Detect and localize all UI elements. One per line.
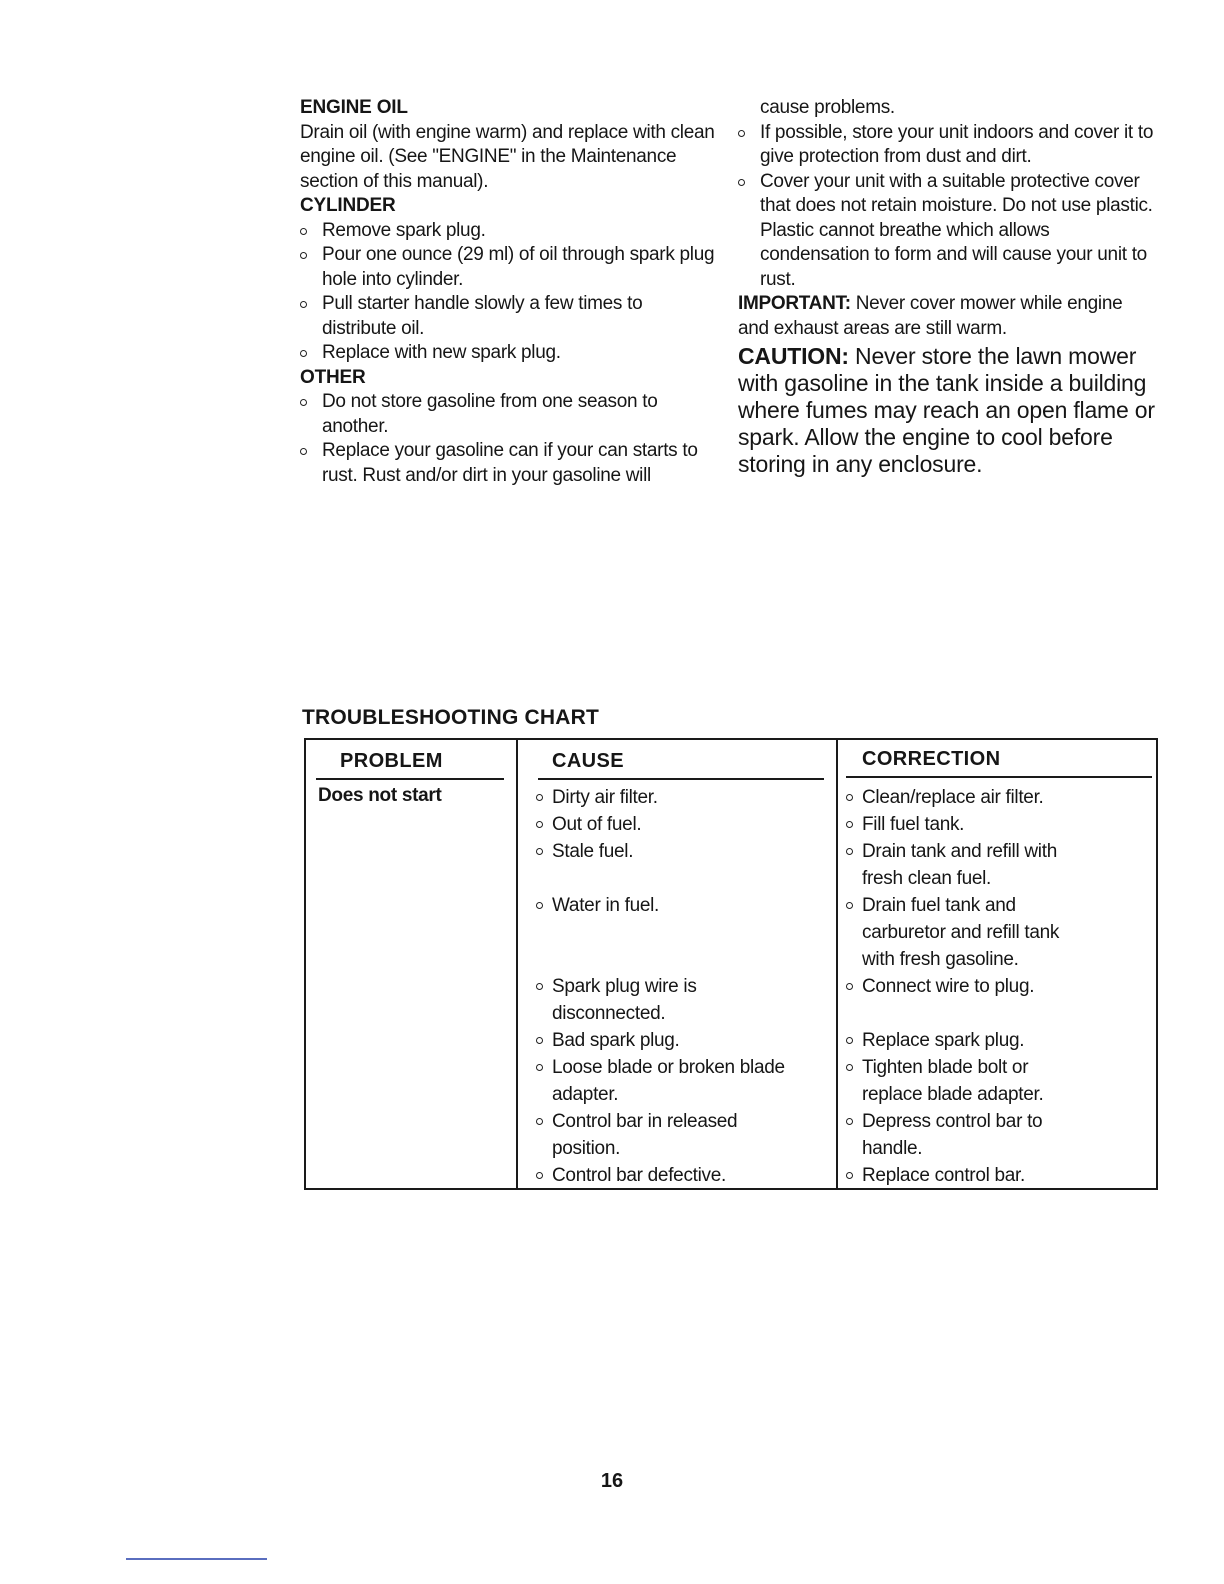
table-row: Connect wire to plug. — [846, 973, 1076, 1000]
header-problem: PROBLEM — [340, 750, 443, 772]
table-row: Drain fuel tank and carburetor and refill tank with fresh gasoline. — [846, 892, 1076, 973]
table-row: Bad spark plug. — [536, 1027, 826, 1054]
list-item: Replace with new spark plug. — [300, 341, 720, 366]
bullet-icon — [536, 902, 543, 909]
header-underline — [538, 778, 824, 780]
other-heading: OTHER — [300, 366, 366, 388]
table-row: Drain tank and refill with fresh clean fuel. — [846, 838, 1076, 892]
chart-title: TROUBLESHOOTING CHART — [302, 706, 600, 729]
bullet-icon — [300, 252, 307, 259]
engine-oil-heading: ENGINE OIL — [300, 97, 408, 118]
bullet-icon — [300, 350, 307, 357]
list-item: Cover your unit with a suitable protective cover that does not retain moisture. Do not use plastic. Plastic cannot breathe which allows condensation to form and will cause your unit to rust. — [738, 170, 1158, 293]
bullet-icon — [738, 179, 745, 186]
bullet-icon — [536, 848, 543, 855]
bullet-icon — [536, 983, 543, 990]
important-label: IMPORTANT: — [738, 293, 851, 314]
troubleshooting-table — [304, 738, 1158, 1190]
list-item: Remove spark plug. — [300, 219, 720, 244]
problem-cell: Does not start — [318, 785, 442, 806]
header-underline — [846, 776, 1152, 778]
table-row: Control bar defective. — [536, 1162, 826, 1189]
list-item: Pull starter handle slowly a few times to distribute oil. — [300, 292, 720, 341]
storage-list — [738, 121, 1158, 293]
bullet-icon — [846, 902, 853, 909]
bullet-icon — [846, 1118, 853, 1125]
table-row: Spark plug wire is disconnected. — [536, 973, 762, 1027]
header-correction: CORRECTION — [862, 748, 1001, 770]
table-row: Replace control bar. — [846, 1162, 1076, 1189]
bullet-icon — [846, 1172, 853, 1179]
bullet-icon — [846, 794, 853, 801]
engine-oil-text: Drain oil (with engine warm) and replace with clean engine oil. (See "ENGINE" in the Maintenance section of this manual). — [300, 121, 715, 192]
table-row: Fill fuel tank. — [846, 811, 1076, 838]
bullet-icon — [536, 1037, 543, 1044]
caution-label: CAUTION: — [738, 343, 849, 369]
caution-note — [738, 343, 1158, 478]
bullet-icon — [536, 821, 543, 828]
table-row: Out of fuel. — [536, 811, 826, 838]
bullet-icon — [300, 301, 307, 308]
bullet-icon — [846, 983, 853, 990]
bullet-icon — [300, 448, 307, 455]
important-text: Never cover mower while engine and exhaust areas are still warm. — [738, 293, 1123, 339]
table-row: Clean/replace air filter. — [846, 784, 1076, 811]
continuation-text: cause problems. — [760, 97, 895, 118]
bullet-icon — [536, 794, 543, 801]
table-row: Stale fuel. — [536, 838, 826, 865]
cylinder-list — [300, 219, 720, 366]
table-row: Dirty air filter. — [536, 784, 826, 811]
page-number: 16 — [600, 1470, 624, 1492]
bullet-icon — [536, 1064, 543, 1071]
table-row: Replace spark plug. — [846, 1027, 1076, 1054]
bullet-icon — [300, 228, 307, 235]
list-item: Pour one ounce (29 ml) of oil through spark plug hole into cylinder. — [300, 243, 720, 292]
list-item: Do not store gasoline from one season to another. — [300, 390, 720, 439]
column-divider — [516, 740, 518, 1188]
bullet-icon — [738, 130, 745, 137]
cylinder-heading: CYLINDER — [300, 195, 396, 216]
list-item: Replace your gasoline can if your can starts to rust. Rust and/or dirt in your gasoline will — [300, 439, 720, 488]
header-cause: CAUSE — [552, 750, 625, 772]
right-column — [738, 96, 1158, 501]
header-underline — [316, 778, 504, 780]
left-column — [300, 96, 720, 488]
bullet-icon — [846, 821, 853, 828]
bullet-icon — [846, 848, 853, 855]
bullet-icon — [536, 1172, 543, 1179]
cause-column — [536, 784, 826, 1189]
column-divider — [836, 740, 838, 1188]
footer-rule — [126, 1558, 267, 1560]
important-note — [738, 292, 1158, 341]
correction-column — [846, 784, 1076, 1189]
table-row: Tighten blade bolt or replace blade adapter. — [846, 1054, 1072, 1108]
bullet-icon — [536, 1118, 543, 1125]
table-row: Water in fuel. — [536, 892, 826, 919]
list-item: If possible, store your unit indoors and cover it to give protection from dust and dirt. — [738, 121, 1158, 170]
caution-text: Never store the lawn mower with gasoline in the tank inside a building where fumes may reach an open flame or spark. Allow the engine to cool before storing in any enclosure. — [738, 343, 1155, 477]
table-row: Control bar in released position. — [536, 1108, 782, 1162]
bullet-icon — [846, 1037, 853, 1044]
bullet-icon — [300, 399, 307, 406]
table-row: Depress control bar to handle. — [846, 1108, 1072, 1162]
table-row: Loose blade or broken blade adapter. — [536, 1054, 832, 1108]
other-list — [300, 390, 720, 488]
bullet-icon — [846, 1064, 853, 1071]
